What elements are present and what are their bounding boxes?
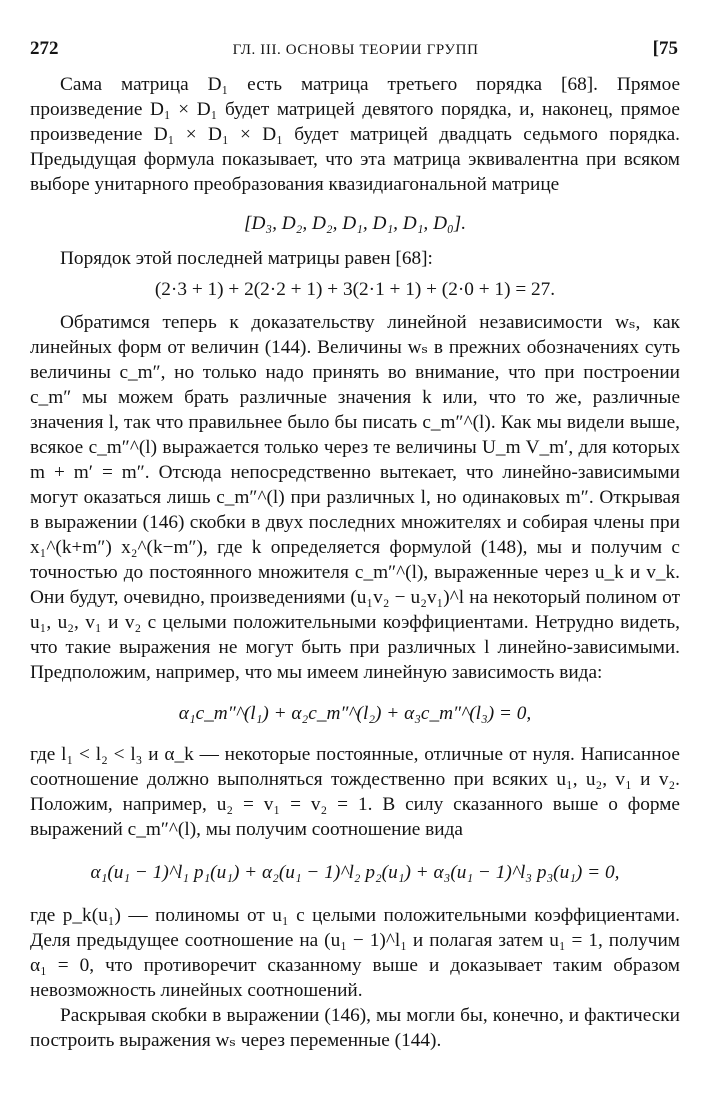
page-number: 272 xyxy=(30,38,59,59)
paragraph-6: Раскрывая скобки в выражении (146), мы могли бы, конечно, и фактически построить выражения wₛ через переменные (144). xyxy=(30,1005,680,1051)
page-header xyxy=(30,38,678,62)
section-number: [75 xyxy=(652,38,678,59)
paragraph-1: Сама матрица D₁ есть матрица третьего порядка [68]. Прямое произведение D₁ × D₁ будет матрицей девятого порядка, и, наконец, прямое произведение D₁ × D₁ × D₁ будет матрицей двадцать седьмого порядка. Предыдущая формула показывает, что эта матрица эквивалентна при всяком выборе унитарного преобразования квазидиагональной матрице xyxy=(30,74,680,195)
paragraph-5: где p_k(u₁) — полиномы от u₁ с целыми положительными коэффициентами. Деля предыдущее соотношение на (u₁ − 1)^l₁ и полагая затем u₁ = 1, получим α₁ = 0, что противоречит сказанному выше и доказывает таким образом невозможность линейных соотношений. xyxy=(30,905,680,1001)
running-title: ГЛ. III. ОСНОВЫ ТЕОРИИ ГРУПП xyxy=(232,42,479,58)
formula-linear-dependence: α₁c_m″^(l₁) + α₂c_m″^(l₂) + α₃c_m″^(l₃) = 0, xyxy=(178,703,532,724)
formula-order-sum: (2·3 + 1) + 2(2·2 + 1) + 3(2·1 + 1) + (2·0 + 1) = 27. xyxy=(154,279,556,300)
paragraph-3: Обратимся теперь к доказательству линейной независимости wₛ, как линейных форм от величин (144). Величины wₛ в прежних обозначениях суть величины c_m″, но только надо принять во внимание, что при построении c_m″ мы можем брать различные значения k или, что то же, различные значения l, так что правильнее было бы писать c_m″^(l). Как мы видели выше, всякое c_m″^(l) выражается только через те величины U_m V_m′, для которых m + m′ = m″. Отсюда непосредственно вытекает, что линейно-зависимыми могут оказаться лишь c_m″^(l) при различных l, но одинаковых m″. Открывая в выражении (146) скобки в двух последних множителях и собирая члены при x₁^(k+m″) x₂^(k−m″), где k определяется формулой (148), мы и получим с точностью до постоянного множителя c_m″^(l), выраженные через u_k и v_k. Они будут, очевидно, произведениями (u₁v₂ − u₂v₁)^l на некоторый полином от u₁, u₂, v₁ и v₂ с целыми положительными коэффициентами. Нетрудно видеть, что такие выражения не могут быть при различных l линейно-зависимыми. Предположим, например, что мы имеем линейную зависимость вида: xyxy=(30,312,680,683)
formula-polynomial-relation: α₁(u₁ − 1)^l₁ p₁(u₁) + α₂(u₁ − 1)^l₂ p₂(u₁) + α₃(u₁ − 1)^l₃ p₃(u₁) = 0, xyxy=(90,862,620,883)
page-body xyxy=(30,72,680,1053)
formula-quasidiagonal-matrix: [D₃, D₂, D₂, D₁, D₁, D₁, D₀]. xyxy=(243,213,467,234)
paragraph-4: где l₁ < l₂ < l₃ и α_k — некоторые постоянные, отличные от нуля. Написанное соотношение должно выполняться тождественно при всяких u₁, u₂, v₁ и v₂. Положим, например, u₂ = v₁ = v₂ = 1. В силу сказанного выше о форме выражений c_m″^(l), мы получим соотношение вида xyxy=(30,744,680,840)
paragraph-2: Порядок этой последней матрицы равен [68]: xyxy=(60,248,433,269)
